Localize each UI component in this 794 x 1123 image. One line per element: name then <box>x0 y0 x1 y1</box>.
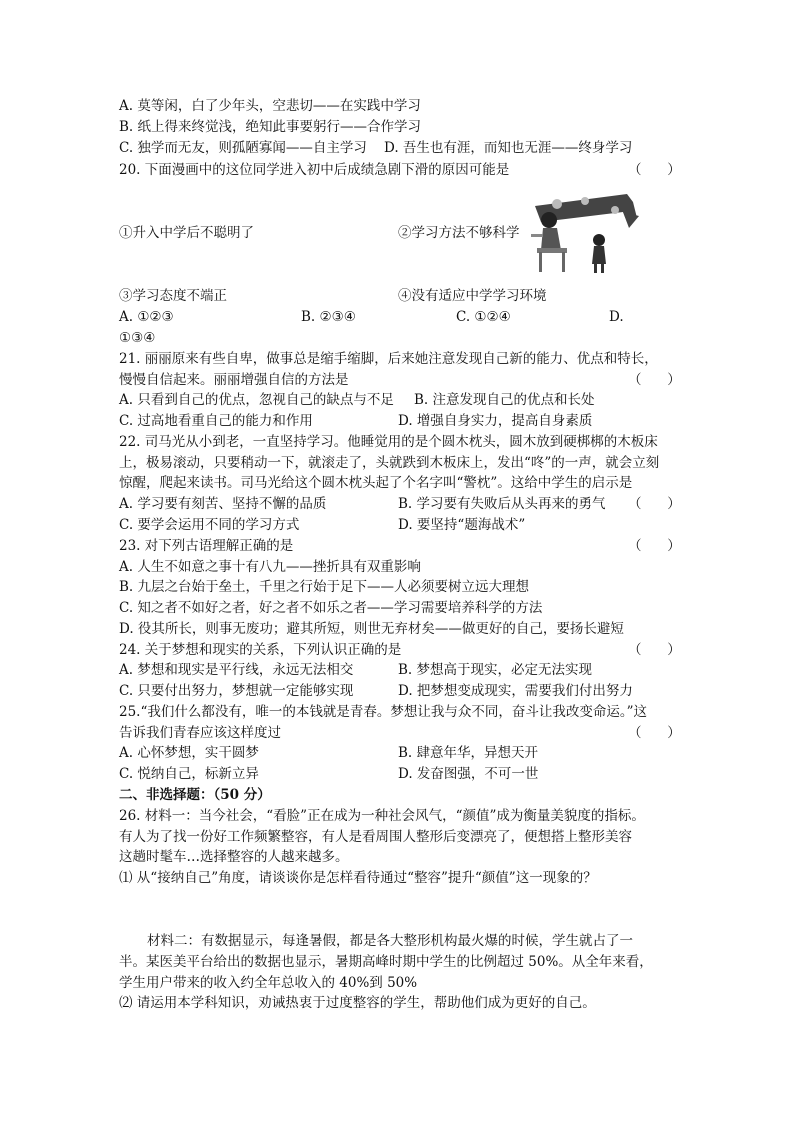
q26-subquestion-2: ⑵ 请运用本学科知识，劝诫热衷于过度整容的学生，帮助他们成为更好的自己。 <box>119 995 596 1011</box>
q20-answer-paren: （ ） <box>628 162 681 178</box>
q22-option-d: D. 要坚持“题海战术” <box>398 517 526 533</box>
q26-material1-line1: 26. 材料一：当今社会，“看脸”正在成为一种社会风气，“颜值”成为衡量美貌度的指标。 <box>119 808 645 824</box>
q23-option-a: A. 人生不如意之事十有八九——挫折具有双重影响 <box>119 559 421 575</box>
q24-option-b: B. 梦想高于现实，必定无法实现 <box>398 662 593 678</box>
q23-option-d: D. 役其所长，则事无废功；避其所短，则世无弃材矣——做更好的自己，要扬长避短 <box>119 621 624 637</box>
q21-stem-line2: 慢慢自信起来。丽丽增强自信的方法是 <box>119 372 349 388</box>
q26-material1-line2: 有人为了找一份好工作频繁整容，有人是看周围人整形后变漂亮了，便想搭上整形美容 <box>119 829 632 845</box>
q22-answer-paren: （ ） <box>628 496 681 512</box>
q24-option-d: D. 把梦想变成现实，需要我们付出努力 <box>398 683 633 699</box>
q20-option-a: A. ①②③ <box>119 309 174 325</box>
q23-answer-paren: （ ） <box>628 538 681 554</box>
section-heading: 二、非选择题：（50 分） <box>119 787 271 803</box>
q22-option-c: C. 要学会运用不同的学习方式 <box>119 517 300 533</box>
q23-stem: 23. 对下列古语理解正确的是 <box>119 538 294 554</box>
q21-option-d: D. 增强自身实力，提高自身素质 <box>398 413 593 429</box>
q24-answer-paren: （ ） <box>628 642 681 658</box>
q26-material2-line2: 半。某医美平台给出的数据也显示，暑期高峰时期中学生的比例超过 50%。从全年来看， <box>119 954 653 970</box>
q22-option-b: B. 学习要有失败后从头再来的勇气 <box>398 496 606 512</box>
q25-option-d: D. 发奋图强，不可一世 <box>398 766 539 782</box>
q22-option-a: A. 学习要有刻苦、坚持不懈的品质 <box>119 496 327 512</box>
q24-option-a: A. 梦想和现实是平行线，永远无法相交 <box>119 662 354 678</box>
q22-stem-line1: 22. 司马光从小到老，一直坚持学习。他睡觉用的是个圆木枕头，圆木放到硬梆梆的木板床 <box>119 434 658 450</box>
q25-stem-line1: 25.“我们什么都没有，唯一的本钱就是青春。梦想让我与众不同，奋斗让我改变命运。”这 <box>119 704 648 720</box>
q21-option-a: A. 只看到自己的优点，忽视自己的缺点与不足 <box>119 392 394 408</box>
q22-stem-line2: 上，极易滚动，只要稍动一下，就滚走了，头就跌到木板床上，发出“咚”的一声，就会立刻 <box>119 455 660 471</box>
q20-choice-3: ③学习态度不端正 <box>119 288 227 304</box>
q25-option-a: A. 心怀梦想，实干圆梦 <box>119 745 259 761</box>
q19-option-c: C. 独学而无友，则孤陋寡闻——自主学习 <box>119 140 367 156</box>
q20-choice-1: ①升入中学后不聪明了 <box>119 225 254 241</box>
q21-stem-line1: 21. 丽丽原来有些自卑，做事总是缩手缩脚，后来她注意发现自己新的能力、优点和特长， <box>119 351 658 367</box>
q26-subquestion-1: ⑴ 从“接纳自己”角度，请谈谈你是怎样看待通过“整容”提升“颜值”这一现象的？ <box>119 870 597 886</box>
q20-choice-2: ②学习方法不够科学 <box>398 225 520 241</box>
q19-option-b: B. 纸上得来终觉浅，绝知此事要躬行——合作学习 <box>119 119 422 135</box>
q20-choice-4: ④没有适应中学学习环境 <box>398 288 547 304</box>
cartoon-illustration <box>527 188 641 276</box>
q20-option-d-value: ①③④ <box>119 330 156 346</box>
q25-option-c: C. 悦纳自己，标新立异 <box>119 766 259 782</box>
q19-option-d: D. 吾生也有涯，而知也无涯——终身学习 <box>384 140 633 156</box>
q23-option-c: C. 知之者不如好之者，好之者不如乐之者——学习需要培养科学的方法 <box>119 600 543 616</box>
q24-stem: 24. 关于梦想和现实的关系，下列认识正确的是 <box>119 642 402 658</box>
q21-option-c: C. 过高地看重自己的能力和作用 <box>119 413 313 429</box>
q20-option-c: C. ①②④ <box>456 309 511 325</box>
q21-option-b: B. 注意发现自己的优点和长处 <box>414 392 595 408</box>
q20-option-b: B. ②③④ <box>301 309 356 325</box>
q21-answer-paren: （ ） <box>628 372 681 388</box>
q20-option-d: D. <box>609 309 624 325</box>
q19-option-a: A. 莫等闲，白了少年头，空悲切——在实践中学习 <box>119 98 421 114</box>
q26-material1-line3: 这趟时髦车…选择整容的人越来越多。 <box>119 849 349 865</box>
q20-stem: 20. 下面漫画中的这位同学进入初中后成绩急剧下滑的原因可能是 <box>119 162 510 178</box>
q26-material2-line3: 学生用户带来的收入约全年总收入的 40%到 50% <box>119 975 418 991</box>
q25-stem-line2: 告诉我们青春应该这样度过 <box>119 725 281 741</box>
q24-option-c: C. 只要付出努力，梦想就一定能够实现 <box>119 683 354 699</box>
q25-option-b: B. 肆意年华，异想天开 <box>398 745 539 761</box>
q23-option-b: B. 九层之台始于垒土，千里之行始于足下——人必须要树立远大理想 <box>119 579 530 595</box>
q25-answer-paren: （ ） <box>628 725 681 741</box>
q26-material2-line1: 材料二：有数据显示，每逢暑假，都是各大整形机构最火爆的时候，学生就占了一 <box>147 933 633 949</box>
q22-stem-line3: 惊醒，爬起来读书。司马光给这个圆木枕头起了个名字叫“警枕”。这给中学生的启示是 <box>119 475 633 491</box>
